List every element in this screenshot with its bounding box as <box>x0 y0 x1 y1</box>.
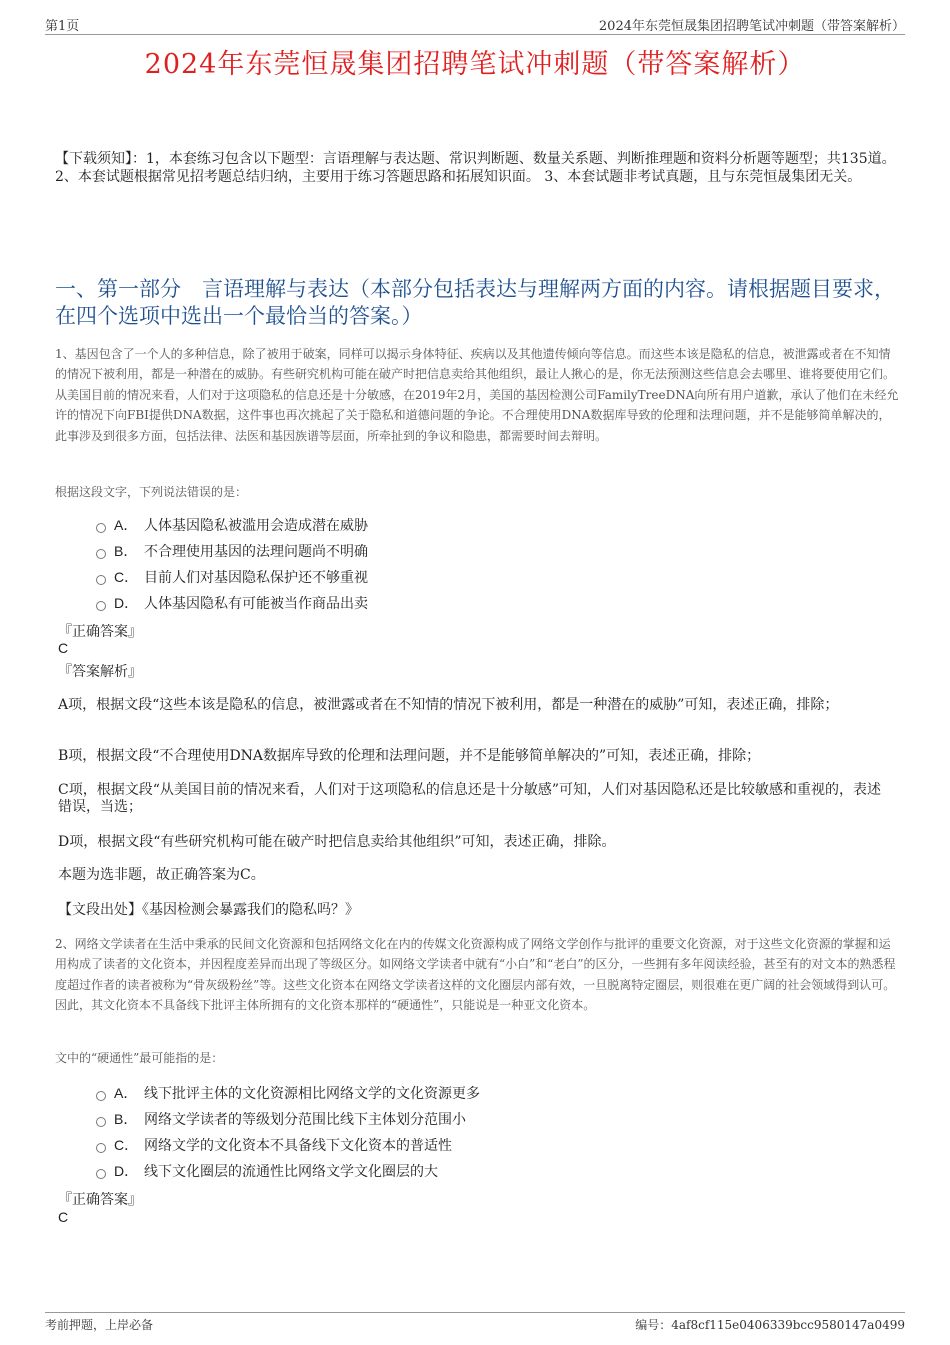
question-1-options <box>96 512 890 616</box>
option-b[interactable]: B． 不合理使用基因的法理问题尚不明确 <box>96 538 890 564</box>
answer-value: C <box>58 1209 69 1225</box>
radio-icon[interactable] <box>96 549 106 559</box>
question-2-options <box>96 1080 890 1184</box>
footer-serial: 编号：4af8cf115e0406339bcc9580147a0499 <box>635 1318 905 1332</box>
radio-icon[interactable] <box>96 601 106 611</box>
passage-source: 【文段出处】《基因检测会暴露我们的隐私吗？》 <box>58 902 359 918</box>
option-a[interactable]: A． 线下批评主体的文化资源相比网络文学的文化资源更多 <box>96 1080 890 1106</box>
radio-icon[interactable] <box>96 523 106 533</box>
page-footer <box>45 1312 905 1333</box>
radio-icon[interactable] <box>96 1143 106 1153</box>
radio-icon[interactable] <box>96 1091 106 1101</box>
analysis-conclusion: 本题为选非题，故正确答案为C。 <box>58 867 265 883</box>
option-d[interactable]: D． 线下文化圈层的流通性比网络文学文化圈层的大 <box>96 1158 890 1184</box>
answer-label: 『正确答案』 <box>58 624 142 640</box>
question-2-passage: 2、网络文学读者在生活中秉承的民间文化资源和包括网络文化在内的传媒文化资源构成了网络文学创作与批评的重要文化资源，对于这些文化资源的掌握和运用构成了读者的文化资本，并因程度差异而出现了等级区分。如网络文学读者中就有“小白”和“老白”的区分，一些拥有多年阅读经验，甚至有的对文本的熟悉程度超过作者的读者被称为“骨灰级粉丝”等。这些文化资本在网络文学读者这样的文化圈层内部有效，一旦脱离特定圈层，则很难在更广阔的社会领域得到认可。因此，其文化资本不具备线下批评主体所拥有的文化资本那样的“硬通性”，只能说是一种亚文化资本。 <box>55 937 896 1013</box>
answer-value: C <box>58 640 69 656</box>
radio-icon[interactable] <box>96 575 106 585</box>
question-1-passage: 1、基因包含了一个人的多种信息，除了被用于破案，同样可以揭示身体特征、疾病以及其他遗传倾向等信息。而这些本该是隐私的信息，被泄露或者在不知情的情况下被利用，都是一种潜在的威胁。有些研究机构可能在破产时把信息卖给其他组织，最让人揪心的是，你无法预测这些信息会去哪里、谁将要使用它们。从美国目前的情况来看，人们对于这项隐私的信息还是十分敏感，在2019年2月，美国的基因检测公司FamilyTreeDNA向所有用户道歉，承认了他们在未经允许的情况下向FBI提供DNA数据，这件事也再次挑起了关于隐私和道德问题的争论。不合理使用DNA数据库导致的伦理和法理问题，并不是能够简单解决的，此事涉及到很多方面，包括法律、法医和基因族谱等层面，所牵扯到的争议和隐患，都需要时间去辩明。 <box>55 347 899 443</box>
option-c[interactable]: C． 目前人们对基因隐私保护还不够重视 <box>96 564 890 590</box>
option-a[interactable]: A． 人体基因隐私被滥用会造成潜在威胁 <box>96 512 890 538</box>
analysis-item-c: C项，根据文段“从美国目前的情况来看，人们对于这项隐私的信息还是十分敏感”可知，人们对基因隐私还是比较敏感和重视的，表述错误，当选； <box>58 782 882 815</box>
answer-label: 『正确答案』 <box>58 1192 142 1208</box>
radio-icon[interactable] <box>96 1117 106 1127</box>
download-notice: 【下载须知】：1，本套练习包含以下题型：言语理解与表达题、常识判断题、数量关系题、判断推理题和资料分析题等题型；共135道。 2、本套试题根据常见招考题总结归纳，主要用于练习答题思路和拓展知识面。 3、本套试题非考试真题，且与东莞恒晟集团无关。 <box>55 151 896 185</box>
option-c[interactable]: C． 网络文学的文化资本不具备线下文化资本的普适性 <box>96 1132 890 1158</box>
question-2-prompt: 文中的“硬通性”最可能指的是： <box>55 1051 224 1065</box>
section-heading: 一、第一部分 言语理解与表达（本部分包括表达与理解两方面的内容。请根据题目要求，在四个选项中选出一个最恰当的答案。） <box>55 277 895 328</box>
page-header <box>45 12 905 35</box>
radio-icon[interactable] <box>96 1169 106 1179</box>
question-1-prompt: 根据这段文字，下列说法错误的是： <box>55 485 248 499</box>
analysis-item-a: A项，根据文段“这些本该是隐私的信息，被泄露或者在不知情的情况下被利用，都是一种潜在的威胁”可知，表述正确，排除； <box>58 697 839 713</box>
option-d[interactable]: D． 人体基因隐私有可能被当作商品出卖 <box>96 590 890 616</box>
page-number: 第1页 <box>45 19 80 34</box>
analysis-item-d: D项，根据文段“有些研究机构可能在破产时把信息卖给其他组织”可知，表述正确，排除。 <box>58 834 616 850</box>
analysis-item-b: B项，根据文段“不合理使用DNA数据库导致的伦理和法理问题，并不是能够简单解决的”可知，表述正确，排除； <box>58 748 761 764</box>
header-doc-title: 2024年东莞恒晟集团招聘笔试冲刺题（带答案解析） <box>598 19 905 34</box>
analysis-label: 『答案解析』 <box>58 664 142 680</box>
option-b[interactable]: B． 网络文学读者的等级划分范围比线下主体划分范围小 <box>96 1106 890 1132</box>
document-title: 2024年东莞恒晟集团招聘笔试冲刺题（带答案解析） <box>144 49 806 80</box>
footer-slogan: 考前押题，上岸必备 <box>45 1318 154 1332</box>
